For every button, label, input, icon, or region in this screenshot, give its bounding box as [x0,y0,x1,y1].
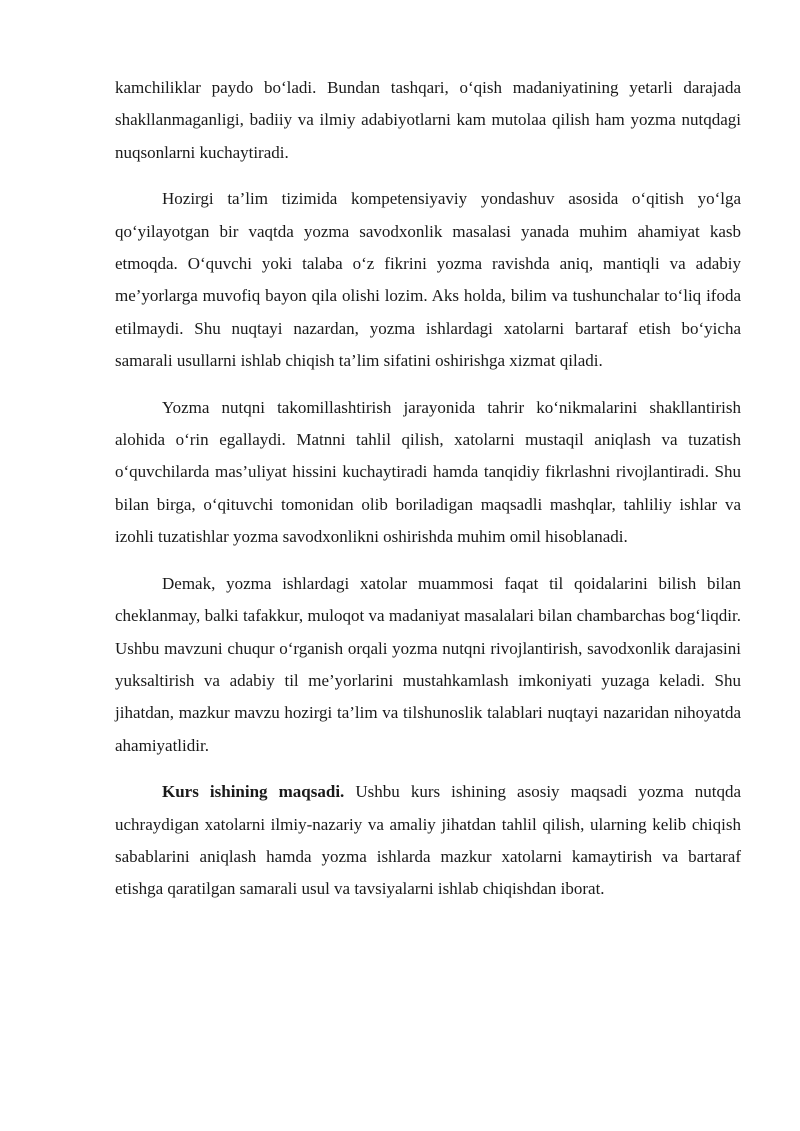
paragraph-course-goal [115,776,741,906]
paragraph-editing-skills: Yozma nutqni takomillashtirish jarayonida tahrir ko‘nikmalarini shakllantirish alohida o‘rin egallaydi. Matnni tahlil qilish, xatolarni mustaqil aniqlash va tuzatish o‘quvchilarda mas’uliyat hissini kuchaytiradi hamda tanqidiy fikrlashni rivojlantiradi. Shu bilan birga, o‘qituvchi tomonidan olib boriladigan maqsadli mashqlar, tahliliy ishlar va izohli tuzatishlar yozma savodxonlikni oshirishda muhim omil hisoblanadi. [115,397,741,547]
paragraph-continuation: kamchiliklar paydo bo‘ladi. Bundan tashqari, o‘qish madaniyatining yetarli darajada shakllanmaganligi, badiiy va ilmiy adabiyotlarni kam mutolaa qilish ham yozma nutqdagi nuqsonlarni kuchaytiradi. [115,78,741,162]
course-goal-heading: Kurs ishining maqsadi. [162,782,345,802]
document-page [115,72,741,920]
paragraph-conclusion: Demak, yozma ishlardagi xatolar muammosi faqat til qoidalarini bilish bilan cheklanmay, balki tafakkur, muloqot va madaniyat masalalari bilan chambarchas bog‘liqdir. Ushbu mavzuni chuqur o‘rganish orqali yozma nutqni rivojlantirish, savodxonlik darajasini yuksaltirish va adabiy til me’yorlarini mustahkamlash imkoniyati yuzaga keladi. Shu jihatdan, mazkur mavzu hozirgi ta’lim va tilshunoslik talablari nuqtayi nazaridan nihoyatda ahamiyatlidir. [115,573,741,755]
paragraph-competency-approach: Hozirgi ta’lim tizimida kompetensiyaviy yondashuv asosida o‘qitish yo‘lga qo‘yilayotgan bir vaqtda yozma savodxonlik masalasi yanada muhim ahamiyat kasb etmoqda. O‘quvchi yoki talaba o‘z fikrini yozma ravishda aniq, mantiqli va adabiy me’yorlarga muvofiq bayon qila olishi lozim. Aks holda, bilim va tushunchalar to‘liq ifoda etilmaydi. Shu nuqtayi nazardan, yozma ishlardagi xatolarni bartaraf etish bo‘yicha samarali usullarni ishlab chiqish ta’lim sifatini oshirishga xizmat qiladi. [115,189,741,371]
course-goal-text: Ushbu kurs ishining asosiy maqsadi yozma nutqda uchraydigan xatolarni ilmiy-nazariy va amaliy jihatdan tahlil qilish, ularning kelib chiqish sabablarini aniqlash hamda yozma ishlarda mazkur xatolarni kamaytirish va bartaraf etishga qaratilgan samarali usul va tavsiyalarni ishlab chiqishdan iborat. [115,782,741,899]
